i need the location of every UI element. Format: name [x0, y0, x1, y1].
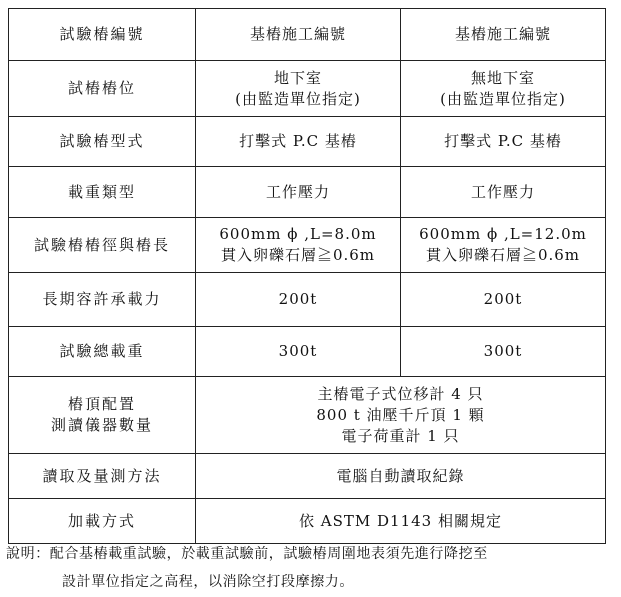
- note-line2: 設計單位指定之高程，以消除空打段摩擦力。: [62, 574, 354, 590]
- cell-pile-position-col2: [401, 61, 606, 117]
- row-label-reading-method: 讀取及量測方法: [9, 454, 196, 499]
- position-col1-line1: 地下室: [273, 68, 322, 87]
- diameter-col1-line1: 600mm ϕ ,L=8.0m: [219, 225, 377, 243]
- instruments-value-line3: 電子荷重計 1 只: [341, 426, 460, 445]
- diameter-col2-line2: 貫入卵礫石層≧0.6m: [425, 246, 581, 264]
- instruments-value-line1: 主樁電子式位移計 4 只: [317, 384, 484, 403]
- row-label-instruments: [9, 377, 196, 454]
- table-row: [9, 117, 606, 167]
- cell-diameter-length-col2: [401, 218, 606, 273]
- instruments-value-line2: 800 t 油壓千斤頂 1 顆: [316, 405, 485, 424]
- cell-pile-position-col1: [196, 61, 401, 117]
- pile-test-spec-table: [8, 8, 606, 544]
- position-col1-line2: (由監造單位指定): [235, 89, 361, 108]
- row-label-diameter-length: 試驗樁樁徑與樁長: [9, 218, 196, 273]
- row-label-allowable-load: 長期容許承載力: [9, 273, 196, 327]
- table-row: [9, 273, 606, 327]
- row-label-pile-position: 試樁樁位: [9, 61, 196, 117]
- cell-pile-number-col2: 基樁施工編號: [401, 9, 606, 61]
- instruments-label-line2: 測讀儀器數量: [50, 416, 153, 434]
- cell-total-load-col1: 300t: [196, 327, 401, 377]
- diameter-col2-line1: 600mm ϕ ,L=12.0m: [419, 225, 587, 243]
- cell-load-type-col2: 工作壓力: [401, 167, 606, 218]
- table-row: [9, 499, 606, 544]
- row-label-loading-method: 加載方式: [9, 499, 196, 544]
- cell-loading-method-value: 依 ASTM D1143 相關規定: [196, 499, 606, 544]
- cell-load-type-col1: 工作壓力: [196, 167, 401, 218]
- note-line1: 說明：配合基樁載重試驗，於載重試驗前，試驗樁周圍地表須先進行降挖至: [6, 546, 488, 562]
- table-row: [9, 377, 606, 454]
- row-label-load-type: 載重類型: [9, 167, 196, 218]
- diameter-col1-line2: 貫入卵礫石層≧0.6m: [220, 246, 376, 264]
- cell-pile-type-col1: 打擊式 P.C 基樁: [196, 117, 401, 167]
- position-col2-line1: 無地下室: [470, 68, 535, 87]
- cell-allowable-load-col2: 200t: [401, 273, 606, 327]
- cell-pile-number-col1: 基樁施工編號: [196, 9, 401, 61]
- cell-reading-method-value: 電腦自動讀取紀錄: [196, 454, 606, 499]
- explanatory-note: [6, 540, 618, 596]
- instruments-label-line1: 樁頂配置: [67, 395, 136, 413]
- row-label-pile-number: 試驗樁編號: [9, 9, 196, 61]
- cell-pile-type-col2: 打擊式 P.C 基樁: [401, 117, 606, 167]
- position-col2-line2: (由監造單位指定): [440, 89, 566, 108]
- table-row: [9, 454, 606, 499]
- row-label-total-load: 試驗總載重: [9, 327, 196, 377]
- row-label-pile-type: 試驗樁型式: [9, 117, 196, 167]
- table-row: [9, 218, 606, 273]
- cell-diameter-length-col1: [196, 218, 401, 273]
- cell-allowable-load-col1: 200t: [196, 273, 401, 327]
- cell-instruments-value: [196, 377, 606, 454]
- cell-total-load-col2: 300t: [401, 327, 606, 377]
- table-row: [9, 327, 606, 377]
- table-row: [9, 61, 606, 117]
- table-row: [9, 9, 606, 61]
- table-row: [9, 167, 606, 218]
